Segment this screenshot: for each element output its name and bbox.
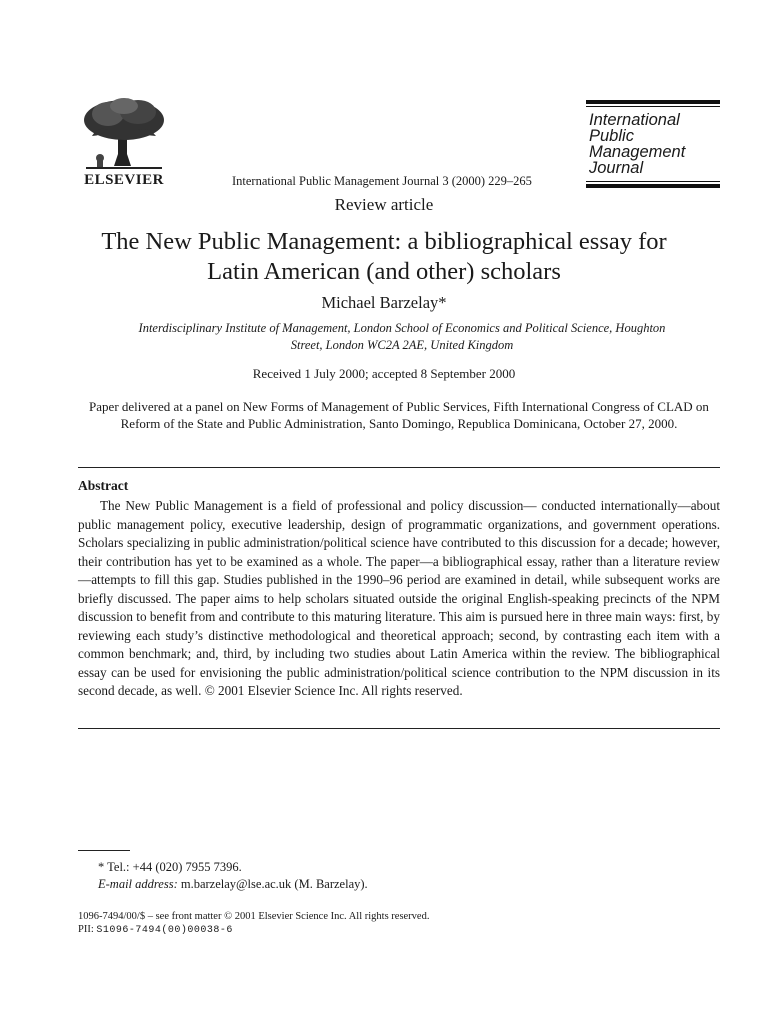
copyright-line: 1096-7494/00/$ – see front matter © 2001 Elsevier Science Inc. All rights reserved. xyxy=(78,911,430,922)
journal-citation: International Public Management Journal 3 (2000) 229–265 xyxy=(232,174,532,188)
pii-line: PII: S1096-7494(00)00038-6 xyxy=(78,924,233,936)
footnote-email: E-mail address: m.barzelay@lse.ac.uk (M. Barzelay). xyxy=(98,877,368,891)
footnotes xyxy=(98,859,368,893)
author-affiliation: Interdisciplinary Institute of Management, London School of Economics and Political Science, Houghton Street, London WC2A 2AE, United Kingdom xyxy=(138,321,666,352)
author-name: Michael Barzelay* xyxy=(321,293,447,312)
footnote-tel: * Tel.: +44 (020) 7955 7396. xyxy=(98,860,242,874)
article-type: Review article xyxy=(334,195,434,214)
elsevier-tree-icon xyxy=(78,96,170,170)
abstract-bottom-rule xyxy=(78,728,720,729)
journal-name: International Public Management Journal xyxy=(589,111,686,177)
article-title: The New Public Management: a bibliographical essay for Latin American (and other) scholars xyxy=(101,228,667,285)
presentation-note: Paper delivered at a panel on New Forms of Management of Public Services, Fifth International Congress of CLAD on Reform of the State and Public Administration, Santo Domingo, Republica Dominicana, October 27, 2000. xyxy=(89,399,709,431)
elsevier-logo xyxy=(78,96,170,188)
abstract-top-rule xyxy=(78,467,720,468)
email-link[interactable]: m.barzelay@lse.ac.uk (M. Barzelay). xyxy=(180,877,368,891)
copyright-block xyxy=(78,910,429,937)
publisher-name: ELSEVIER xyxy=(84,172,164,188)
received-dates: Received 1 July 2000; accepted 8 September 2000 xyxy=(252,366,516,381)
abstract-heading: Abstract xyxy=(78,478,129,493)
journal-title-box xyxy=(586,100,720,188)
abstract-text: The New Public Management is a field of professional and policy discussion— conducted internationally—about public management policy, executive leadership, design of programmatic organizations, and government operations. Scholars specializing in public administration/political science have contributed to this discussion for a decade; however, their contribution has yet to be examined as a whole. The paper—a bibliographical essay, rather than a literature review—attempts to fill this gap. Studies published in the 1990–96 period are examined in detail, while subsequent works are briefly discussed. The paper aims to help scholars situated outside the original English-speaking precincts of the NPM discussion to benefit from and contribute to this maturing literature. This aim is pursued here in three main ways: first, by reviewing each study’s distinctive methodological and theoretical approach; second, by contrasting each item with a common benchmark; and, third, by including two studies about Latin America within the review. The bibliographical essay can be used for envisioning the public administration/political science contribution to the NPM discussion in its second decade, as well. © 2001 Elsevier Science Inc. All rights reserved. xyxy=(78,498,720,698)
footnote-rule xyxy=(78,850,130,851)
